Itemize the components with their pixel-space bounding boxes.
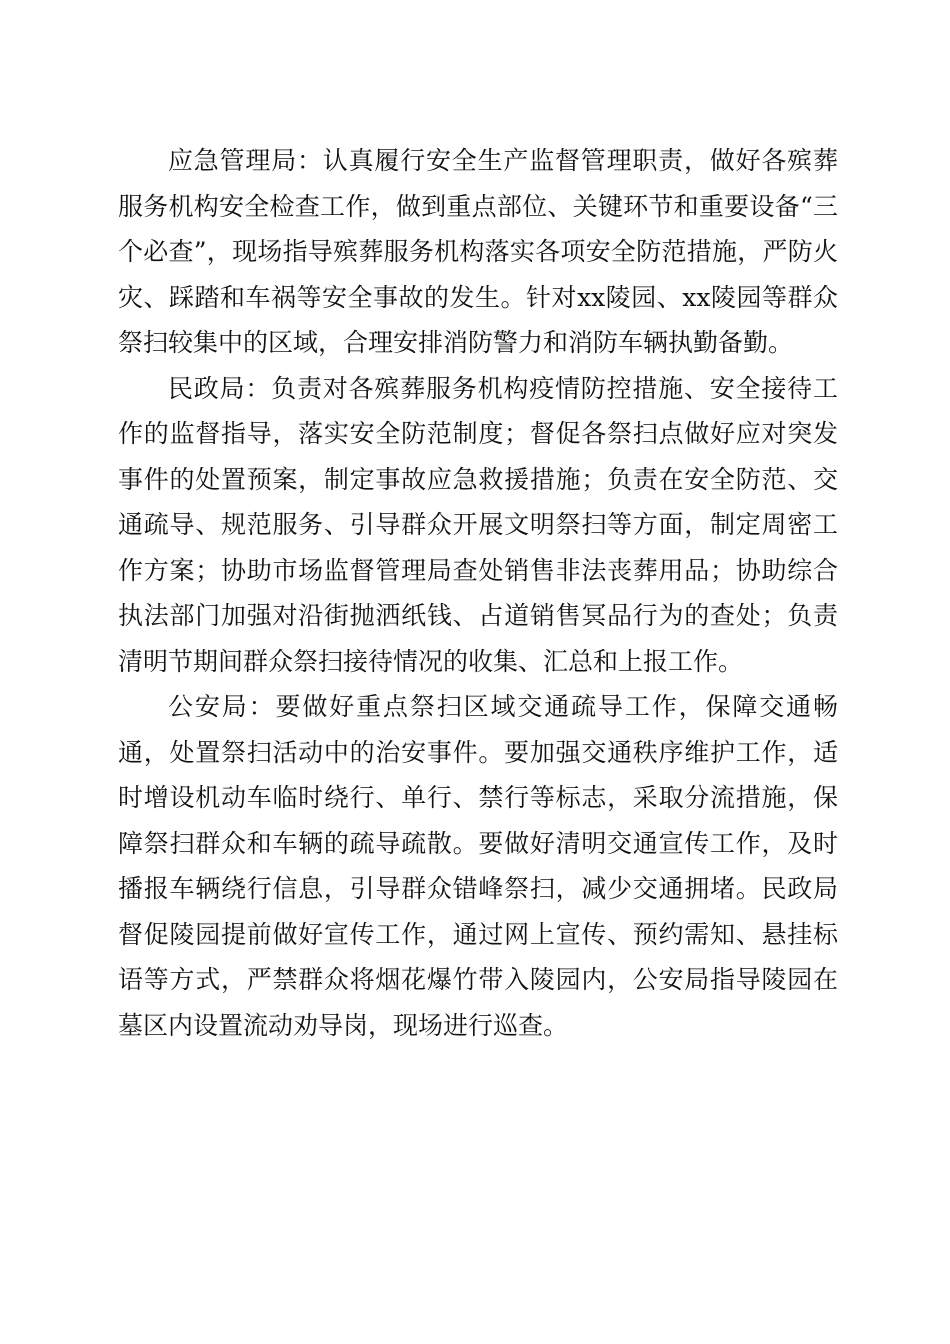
paragraph-public-security: 公安局：要做好重点祭扫区域交通疏导工作，保障交通畅通，处置祭扫活动中的治安事件。要加强交通秩序维护工作，适时增设机动车临时绕行、单行、禁行等标志，采取分流措施，保障祭扫群众和车辆的疏导疏散。要做好清明交通宣传工作，及时播报车辆绕行信息，引导群众错峰祭扫，减少交通拥堵。民政局督促陵园提前做好宣传工作，通过网上宣传、预约需知、悬挂标语等方式，严禁群众将烟花爆竹带入陵园内，公安局指导陵园在墓区内设置流动劝导岗，现场进行巡查。 <box>118 692 838 1040</box>
paragraph-emergency-management: 应急管理局：认真履行安全生产监督管理职责，做好各殡葬服务机构安全检查工作，做到重点部位、关键环节和重要设备“三个必查”，现场指导殡葬服务机构落实各项安全防范措施，严防火灾、踩踏和车祸等安全事故的发生。针对xx陵园、xx陵园等群众祭扫较集中的区域，合理安排消防警力和消防车辆执勤备勤。 <box>118 146 838 357</box>
document-body <box>118 138 838 1048</box>
paragraph-civil-affairs: 民政局：负责对各殡葬服务机构疫情防控措施、安全接待工作的监督指导，落实安全防范制度；督促各祭扫点做好应对突发事件的处置预案，制定事故应急救援措施；负责在安全防范、交通疏导、规范服务、引导群众开展文明祭扫等方面，制定周密工作方案；协助市场监督管理局查处销售非法丧葬用品；协助综合执法部门加强对沿街抛洒纸钱、占道销售冥品行为的查处；负责清明节期间群众祭扫接待情况的收集、汇总和上报工作。 <box>118 373 838 676</box>
